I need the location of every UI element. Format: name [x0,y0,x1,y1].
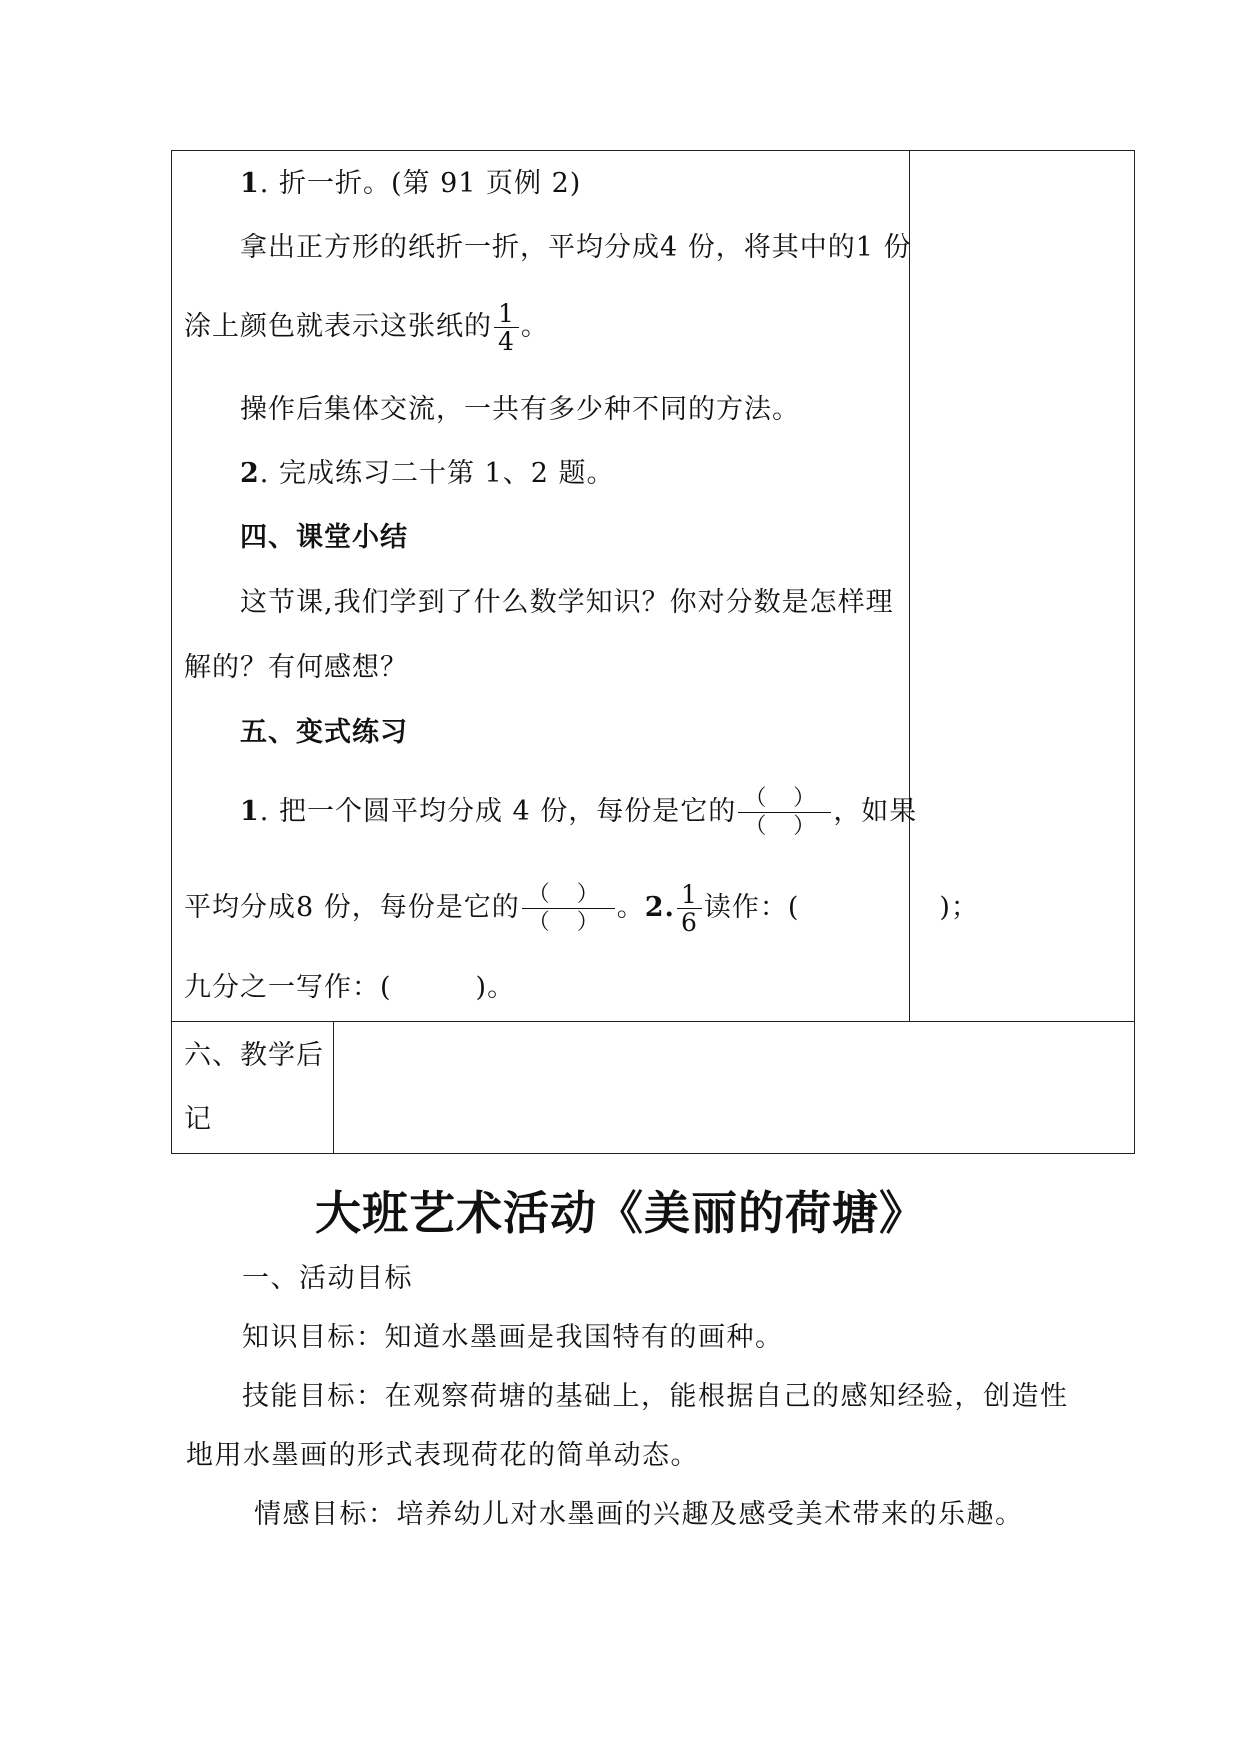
step-number: 1 [240,168,260,199]
fraction-one-quarter: $\frac{1}{4}$ [494,300,519,355]
summary-line-2: 解的？有何感想？ [184,652,408,683]
fraction-one-sixth: $\frac{1}{6}$ [677,881,702,936]
section-heading-goals: 一、活动目标 [242,1263,413,1294]
footer-label-line-2: 记 [184,1104,212,1135]
goal-skill-line-2: 地用水墨画的形式表现荷花的简单动态。 [186,1440,699,1471]
instruction-text: 涂上颜色就表示这张纸的 [184,311,492,342]
footer-label-line-1: 六、教学后 [184,1040,324,1071]
read-as-text: 读作：( )； [703,892,979,923]
practice-line-1: 1. 把一个圆平均分成 4 份，每份是它的 $\frac{( )}{( )}$ ，如果 [240,786,918,839]
step-1-line [240,166,581,202]
step-text: . 完成练习二十第 1、2 题。 [259,458,615,489]
goal-skill-line-1: 技能目标：在观察荷塘的基础上，能根据自己的感知经验，创造性 [242,1381,1069,1412]
practice-line-3: 九分之一写作：( )。 [184,972,516,1003]
goal-knowledge: 知识目标：知道水墨画是我国特有的画种。 [242,1322,784,1353]
instruction-line-3: 操作后集体交流，一共有多少种不同的方法。 [240,394,800,425]
blank-fraction: $\frac{( )}{( )}$ [738,785,831,840]
instruction-line-2: 涂上颜色就表示这张纸的 $\frac{1}{4}$ 。 [184,299,549,356]
step-number: 2. [644,892,675,923]
step-2-line [240,456,614,492]
page-title: 大班艺术活动《美丽的荷塘》 [315,1186,926,1240]
blank-fraction: $\frac{( )}{( )}$ [522,881,615,936]
section-heading-summary: 四、课堂小结 [240,522,408,553]
table-row-divider [171,1021,1135,1022]
table-footer-divider [333,1021,334,1154]
practice-text: . 把一个圆平均分成 4 份，每份是它的 [259,796,737,827]
step-text: . 折一折。(第 91 页例 2) [259,168,582,199]
practice-line-2: 平均分成8 份，每份是它的 $\frac{( )}{( )}$ 。2. $\frac{1}{6}$ 读作：( )； [184,880,979,937]
practice-text: 平均分成8 份，每份是它的 [184,892,520,923]
step-number: 2 [240,458,260,489]
section-heading-practice: 五、变式练习 [240,717,408,748]
goal-emotion: 情感目标：培养幼儿对水墨画的兴趣及感受美术带来的乐趣。 [254,1499,1024,1530]
step-number: 1 [240,796,260,827]
summary-line-1: 这节课,我们学到了什么数学知识？你对分数是怎样理 [240,587,894,618]
instruction-line-1: 拿出正方形的纸折一折，平均分成4 份，将其中的1 份 [240,232,912,263]
